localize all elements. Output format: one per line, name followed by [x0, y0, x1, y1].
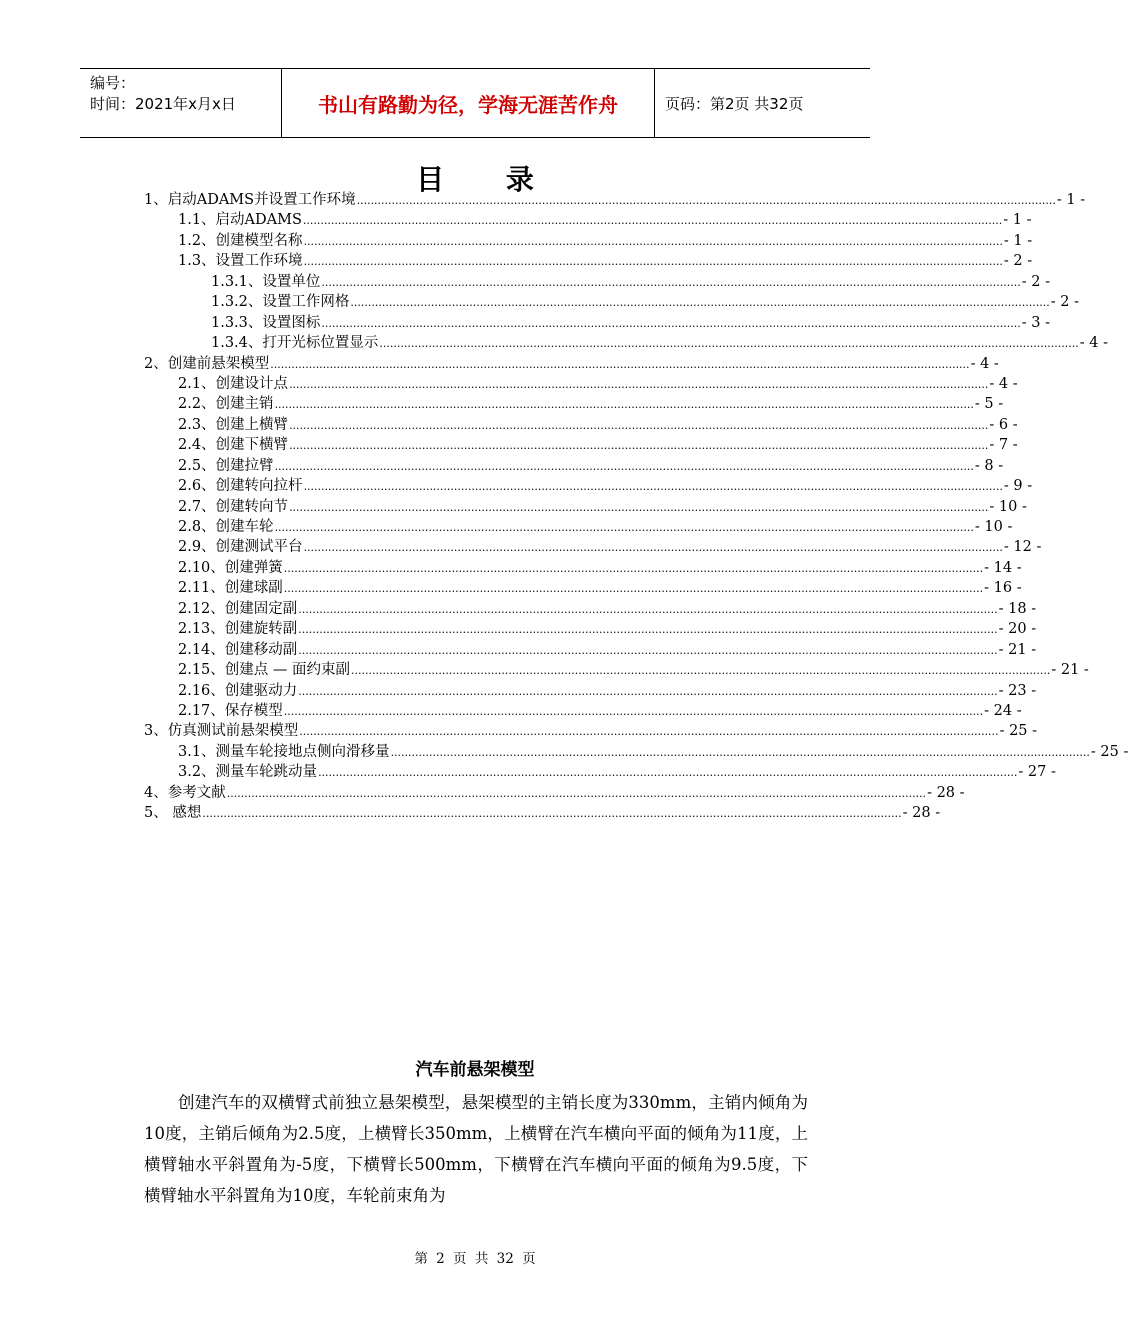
toc-entry-text: 2.17、保存模型 [178, 702, 283, 719]
toc-entry[interactable] [144, 660, 1089, 680]
toc-entry-page: - 28 - [902, 805, 941, 822]
toc-dot-leader: ........................................................................................................................................................................................................ [303, 541, 1003, 555]
toc-dot-leader: ........................................................................................................................................................................................................ [274, 398, 974, 412]
toc-entry-text: 2.9、创建测试平台 [178, 539, 303, 556]
toc-entry-text: 2.12、创建固定副 [178, 600, 298, 617]
toc-dot-leader: ........................................................................................................................................................................................................ [321, 275, 1021, 289]
toc-entry-text: 2.1、创建设计点 [178, 375, 289, 392]
toc-dot-leader: ........................................................................................................................................................................................................ [350, 296, 1050, 310]
toc-dot-leader: ........................................................................................................................................................................................................ [283, 582, 984, 596]
toc-entry[interactable] [144, 333, 1108, 353]
toc-entry-page: - 1 - [1003, 212, 1032, 229]
toc-dot-leader: ........................................................................................................................................................................................................ [321, 316, 1021, 330]
toc-dot-leader: ........................................................................................................................................................................................................ [283, 561, 984, 575]
toc-dot-leader: ........................................................................................................................................................................................................ [298, 623, 998, 637]
toc-entry-text: 2、创建前悬架模型 [144, 355, 270, 372]
toc-entry-text: 2.14、创建移动副 [178, 641, 298, 658]
toc-dot-leader: ........................................................................................................................................................................................................ [302, 214, 1003, 228]
toc-entry-text: 2.15、创建点 — 面约束副 [178, 662, 351, 679]
toc-entry-page: - 5 - [974, 396, 1004, 413]
toc-entry-text: 3、仿真测试前悬架模型 [144, 723, 299, 740]
toc-entry-text: 1.3.3、设置图标 [211, 314, 321, 331]
toc-entry[interactable] [144, 231, 1033, 251]
toc-entry-page: - 16 - [984, 580, 1022, 597]
toc-entry[interactable] [144, 497, 1027, 517]
toc-entry-text: 2.8、创建车轮 [178, 519, 274, 535]
toc-entry-text: 4、参考文献 [144, 784, 226, 801]
toc-dot-leader: ........................................................................................................................................................................................................ [274, 521, 974, 534]
toc-entry-page: - 14 - [984, 559, 1022, 576]
toc-entry-page: - 1 - [1003, 232, 1033, 249]
toc-entry-page: - 12 - [1003, 539, 1042, 556]
toc-entry-text: 2.11、创建球副 [178, 580, 283, 597]
toc-dot-leader: ........................................................................................................................................................................................................ [226, 786, 927, 800]
toc-entry-page: - 10 - [989, 498, 1027, 515]
page-footer: 第 2 页 共 32 页 [414, 1251, 536, 1267]
toc-entry[interactable] [144, 640, 1037, 660]
toc-entry-page: - 28 - [927, 784, 965, 801]
toc-entry-page: - 2 - [1050, 294, 1079, 311]
toc-dot-leader: ........................................................................................................................................................................................................ [390, 745, 1090, 759]
toc-entry-page: - 1 - [1056, 192, 1086, 208]
toc-entry-page: - 2 - [1003, 253, 1033, 270]
toc-dot-leader: ........................................................................................................................................................................................................ [298, 643, 998, 657]
toc-entry-text: 1.2、创建模型名称 [178, 232, 303, 249]
toc-entry[interactable] [144, 374, 1018, 394]
toc-entry[interactable] [144, 783, 965, 803]
toc-dot-leader: ........................................................................................................................................................................................................ [351, 664, 1051, 678]
toc-entry-text: 1.3.2、设置工作网格 [211, 294, 350, 311]
toc-entry[interactable] [144, 190, 1086, 210]
toc-dot-leader: ........................................................................................................................................................................................................ [298, 684, 998, 698]
toc-entry-text: 3.1、测量车轮接地点侧向滑移量 [178, 743, 390, 760]
toc-entry-page: - 10 - [974, 519, 1013, 535]
toc-entry-page: - 9 - [1003, 478, 1033, 495]
toc-entry-page: - 27 - [1018, 764, 1056, 781]
toc-entry-text: 2.6、创建转向拉杆 [178, 478, 303, 495]
toc-entry-text: 2.3、创建上横臂 [178, 416, 289, 433]
toc-dot-leader: ........................................................................................................................................................................................................ [318, 766, 1018, 780]
toc-dot-leader: ........................................................................................................................................................................................................ [303, 255, 1003, 269]
toc-entry-text: 1.3.4、打开光标位置显示 [211, 335, 379, 352]
toc-entry[interactable] [144, 681, 1037, 701]
toc-dot-leader: ........................................................................................................................................................................................................ [283, 704, 984, 718]
toc-dot-leader: ........................................................................................................................................................................................................ [270, 357, 970, 371]
toc-dot-leader: ........................................................................................................................................................................................................ [289, 500, 989, 514]
section-heading: 汽车前悬架模型 [415, 1060, 535, 1080]
toc-entry-page: - 21 - [998, 641, 1037, 658]
toc-entry-page: - 2 - [1021, 273, 1050, 290]
toc-entry-page: - 25 - [1090, 743, 1128, 760]
toc-entry[interactable] [144, 721, 1038, 741]
toc-entry[interactable] [144, 435, 1018, 455]
toc-entry[interactable] [144, 619, 1037, 639]
toc-dot-leader: ........................................................................................................................................................................................................ [299, 725, 999, 739]
toc-entry[interactable] [144, 394, 1004, 414]
toc-entry[interactable] [144, 313, 1050, 333]
toc-entry[interactable] [144, 354, 999, 374]
toc-entry[interactable] [144, 762, 1056, 782]
header-motto: 书山有路勤为径，学海无涯苦作舟 [282, 69, 655, 137]
toc-entry-page: - 8 - [974, 457, 1004, 474]
toc-entry-page: - 25 - [999, 723, 1038, 740]
toc-entry-page: - 3 - [1021, 314, 1050, 331]
table-of-contents [144, 190, 1128, 824]
toc-entry-text: 5、 感想 [144, 805, 202, 822]
toc-entry-page: - 4 - [989, 375, 1018, 392]
toc-entry-page: - 4 - [1079, 335, 1108, 352]
toc-entry-page: - 20 - [998, 621, 1037, 638]
document-number-label: 编号： [90, 74, 136, 92]
toc-entry-page: - 18 - [998, 600, 1037, 617]
toc-entry-text: 1、启动ADAMS并设置工作环境 [144, 192, 356, 208]
toc-entry-page: - 7 - [989, 437, 1018, 454]
toc-dot-leader: ........................................................................................................................................................................................................ [274, 459, 974, 473]
toc-entry[interactable] [144, 210, 1032, 230]
toc-dot-leader: ........................................................................................................................................................................................................ [289, 439, 989, 453]
document-time-label: 时间：2021年x月x日 [90, 95, 236, 113]
toc-entry-text: 2.5、创建拉臂 [178, 457, 274, 474]
header-page-code: 页码：第2页 共32页 [665, 94, 804, 113]
toc-entry[interactable] [144, 517, 1013, 537]
toc-entry-text: 3.2、测量车轮跳动量 [178, 764, 318, 781]
toc-dot-leader: ........................................................................................................................................................................................................ [289, 418, 989, 432]
toc-entry[interactable] [144, 456, 1004, 476]
body-paragraph: 创建汽车的双横臂式前独立悬架模型，悬架模型的主销长度为330mm，主销内倾角为10度，主销后倾角为2.5度，上横臂长350mm，上横臂在汽车横向平面的倾角为11度，上横臂轴水平斜置角为-5度，下横臂长500mm，下横臂在汽车横向平面的倾角为9.5度，下横臂轴水平斜置角为10度，车轮前束角为 [144, 1093, 808, 1205]
toc-dot-leader: ........................................................................................................................................................................................................ [356, 194, 1056, 207]
toc-entry-text: 1.3.1、设置单位 [211, 273, 321, 290]
toc-entry-page: - 6 - [989, 416, 1018, 433]
toc-entry-text: 2.13、创建旋转副 [178, 621, 298, 638]
toc-dot-leader: ........................................................................................................................................................................................................ [289, 377, 989, 391]
page-header [80, 68, 870, 138]
toc-entry-page: - 21 - [1051, 662, 1089, 679]
toc-entry-text: 2.7、创建转向节 [178, 498, 289, 515]
toc-entry[interactable] [144, 742, 1128, 762]
toc-entry-text: 2.2、创建主销 [178, 396, 274, 413]
toc-dot-leader: ........................................................................................................................................................................................................ [202, 807, 902, 821]
toc-entry-page: - 23 - [998, 682, 1037, 699]
toc-entry[interactable] [144, 476, 1033, 496]
header-meta [80, 69, 282, 137]
toc-entry-page: - 4 - [970, 355, 999, 372]
toc-entry[interactable] [144, 272, 1050, 292]
toc-entry[interactable] [144, 292, 1079, 312]
toc-entry-text: 2.10、创建弹簧 [178, 559, 283, 576]
toc-dot-leader: ........................................................................................................................................................................................................ [379, 337, 1079, 351]
toc-entry[interactable] [144, 578, 1022, 598]
toc-entry-text: 2.4、创建下横臂 [178, 437, 289, 454]
toc-entry[interactable] [144, 537, 1042, 557]
toc-entry-text: 1.1、启动ADAMS [178, 212, 302, 229]
toc-entry-page: - 24 - [984, 702, 1022, 719]
toc-entry-text: 2.16、创建驱动力 [178, 682, 298, 699]
toc-entry[interactable] [144, 701, 1022, 721]
toc-title: 目 录 [416, 163, 560, 196]
toc-entry-text: 1.3、设置工作环境 [178, 253, 303, 270]
toc-entry[interactable] [144, 415, 1018, 435]
toc-dot-leader: ........................................................................................................................................................................................................ [298, 602, 998, 616]
toc-entry[interactable] [144, 251, 1033, 271]
toc-entry[interactable] [144, 803, 941, 823]
toc-dot-leader: ........................................................................................................................................................................................................ [303, 234, 1003, 248]
toc-entry[interactable] [144, 599, 1037, 619]
toc-dot-leader: ........................................................................................................................................................................................................ [303, 480, 1003, 494]
toc-entry[interactable] [144, 558, 1022, 578]
